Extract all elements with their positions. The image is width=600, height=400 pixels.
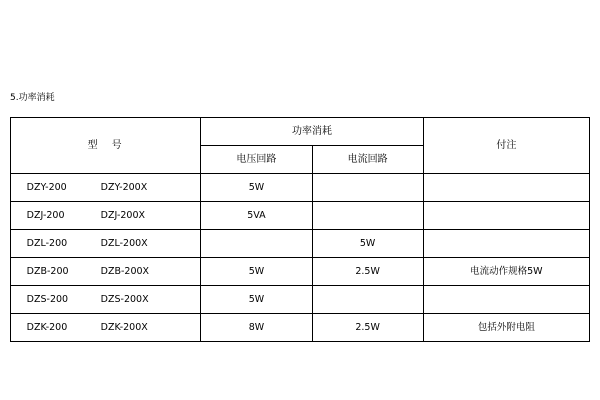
cell-note (423, 286, 589, 314)
cell-current: 5W (312, 230, 423, 258)
header-model: 型 号 (11, 118, 201, 174)
cell-model (11, 286, 201, 314)
model-right: DZY-200X (100, 181, 148, 193)
power-consumption-table (10, 117, 590, 342)
model-right: DZL-200X (100, 237, 148, 249)
cell-model (11, 230, 201, 258)
model-left: DZB-200 (26, 265, 69, 277)
cell-voltage: 8W (201, 314, 312, 342)
header-voltage-circuit: 电压回路 (201, 146, 312, 174)
header-power-group: 功率消耗 (201, 118, 423, 146)
table-row (11, 174, 590, 202)
cell-voltage: 5W (201, 258, 312, 286)
model-left: DZL-200 (26, 237, 68, 249)
cell-current: 2.5W (312, 258, 423, 286)
cell-model (11, 202, 201, 230)
cell-model (11, 174, 201, 202)
cell-note (423, 202, 589, 230)
table-row (11, 258, 590, 286)
model-right: DZS-200X (100, 293, 149, 305)
cell-current (312, 286, 423, 314)
cell-current: 2.5W (312, 314, 423, 342)
table-body (11, 174, 590, 342)
model-left: DZJ-200 (26, 209, 65, 221)
table-row (11, 230, 590, 258)
model-left: DZK-200 (26, 321, 68, 333)
model-right: DZB-200X (100, 265, 150, 277)
cell-voltage: 5VA (201, 202, 312, 230)
table-header (11, 118, 590, 174)
cell-model (11, 258, 201, 286)
cell-voltage (201, 230, 312, 258)
table-row (11, 202, 590, 230)
cell-model (11, 314, 201, 342)
cell-note: 包括外附电阻 (423, 314, 589, 342)
header-note: 付注 (423, 118, 589, 174)
model-right: DZJ-200X (100, 209, 146, 221)
cell-note (423, 230, 589, 258)
model-left: DZS-200 (26, 293, 69, 305)
cell-voltage: 5W (201, 174, 312, 202)
table-row (11, 286, 590, 314)
model-right: DZK-200X (100, 321, 148, 333)
section-title: 5.功率消耗 (10, 93, 55, 103)
cell-note: 电流动作规格5W (423, 258, 589, 286)
cell-note (423, 174, 589, 202)
cell-current (312, 202, 423, 230)
cell-current (312, 174, 423, 202)
cell-voltage: 5W (201, 286, 312, 314)
model-left: DZY-200 (26, 181, 67, 193)
header-current-circuit: 电流回路 (312, 146, 423, 174)
power-consumption-table-wrapper (10, 117, 590, 342)
table-row (11, 314, 590, 342)
table-header-row-1 (11, 118, 590, 146)
